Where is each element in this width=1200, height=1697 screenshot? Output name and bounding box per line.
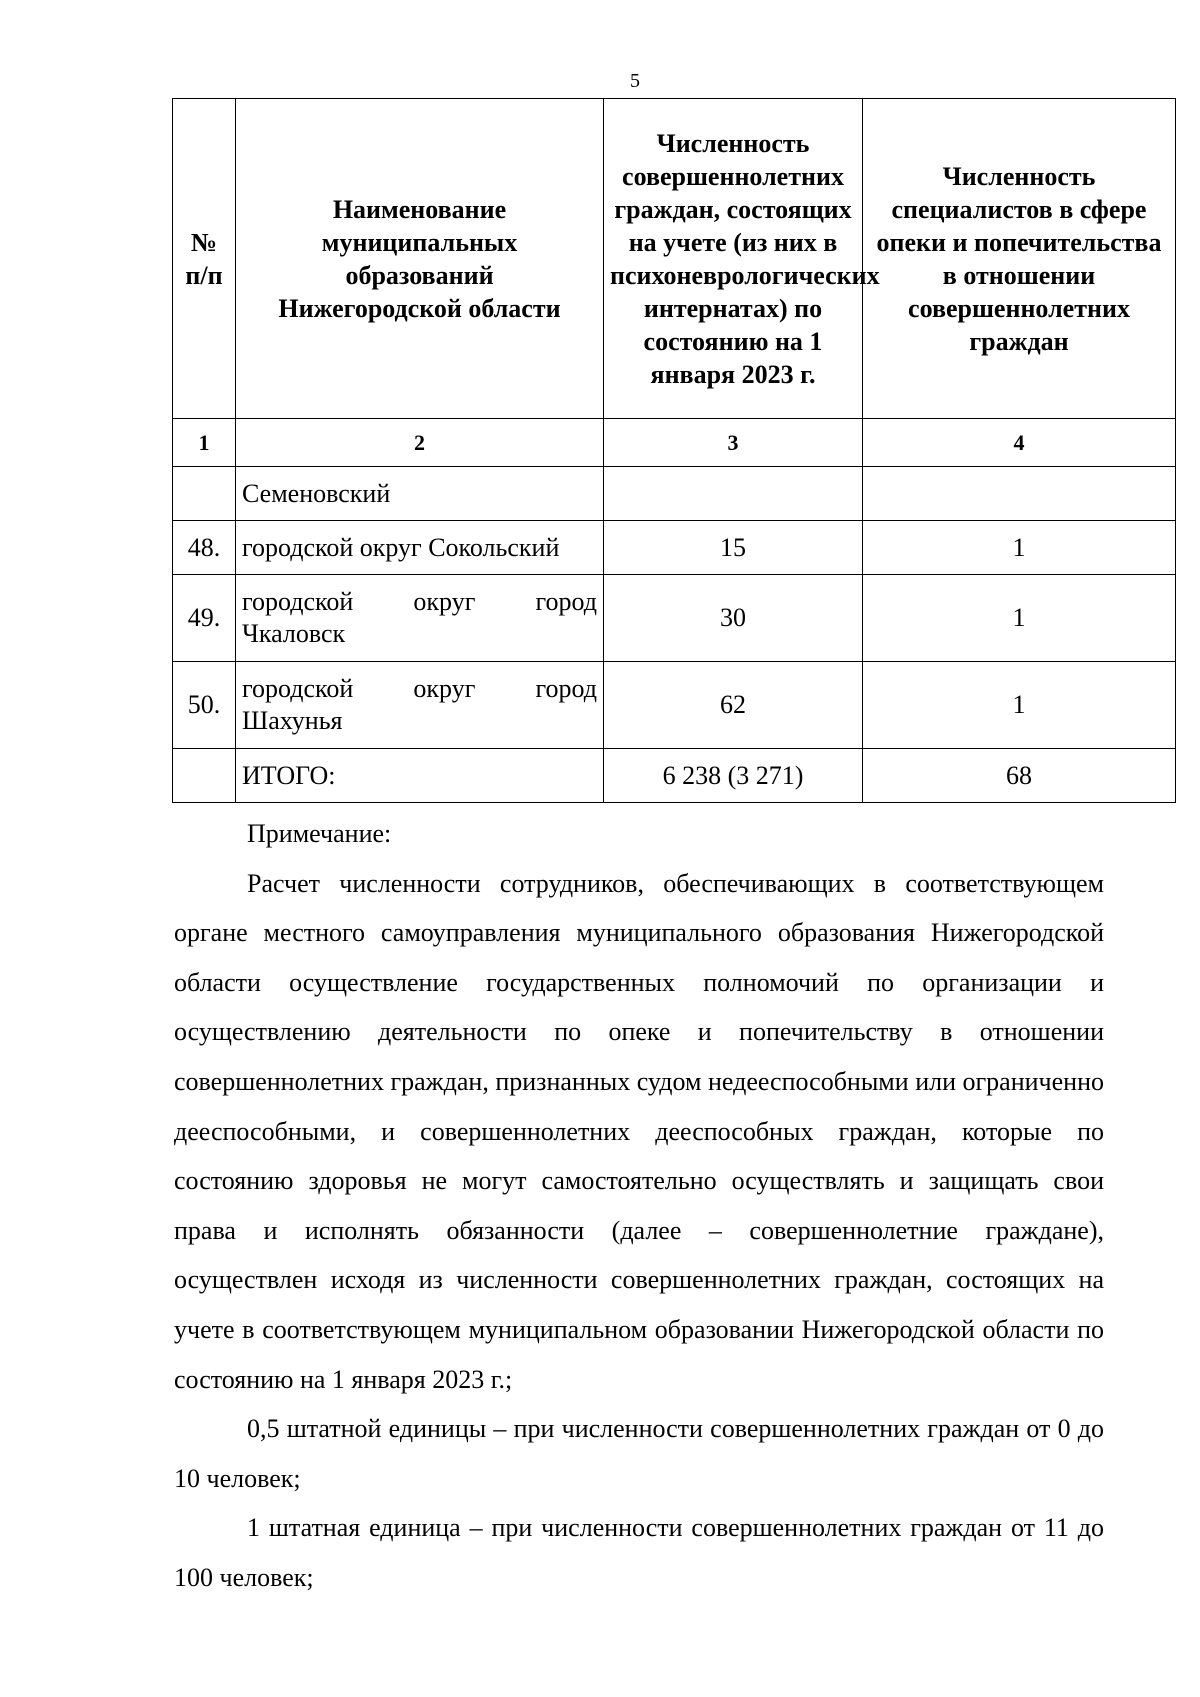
table-row [173, 521, 1176, 575]
note-section [174, 809, 1104, 1603]
table-row [173, 575, 1176, 662]
row-number: 48. [173, 521, 236, 575]
total-label: ИТОГО: [236, 749, 604, 803]
column-number: 4 [863, 419, 1176, 467]
citizens-count: 30 [604, 575, 863, 662]
specialists-count: 1 [863, 521, 1176, 575]
specialists-count: 1 [863, 662, 1176, 749]
municipality-name-line: городской округ город [242, 674, 597, 703]
municipality-name-line: Чкаловск [242, 619, 346, 648]
municipality-name [236, 662, 604, 749]
column-number: 2 [236, 419, 604, 467]
note-paragraph: Расчет численности сотрудников, обеспечивающих в соответствующем органе местного самоуправления муниципального образования Нижегородской области осуществление государственных полномочий по организации и осуществлению деятельности по опеке и попечительству в отношении совершеннолетних граждан, признанных судом недееспособными или ограниченно дееспособными, и совершеннолетних дееспособных граждан, которые по состоянию здоровья не могут самостоятельно осуществлять и защищать свои права и исполнять обязанности (далее – совершеннолетние граждане), осуществлен исходя из численности совершеннолетних граждан, состоящих на учете в соответствующем муниципальном образовании Нижегородской области по состоянию на 1 января 2023 г.; [174, 868, 1104, 1394]
total-row [173, 749, 1176, 803]
municipality-name-line: Шахунья [242, 706, 343, 735]
page-number: 5 [630, 70, 640, 92]
specialists-count [863, 467, 1176, 521]
table-row [173, 467, 1176, 521]
specialists-count: 1 [863, 575, 1176, 662]
municipality-name-line: городской округ город [242, 587, 597, 616]
data-table [172, 98, 1176, 803]
municipality-name: Семеновский [236, 467, 604, 521]
citizens-count: 15 [604, 521, 863, 575]
column-number: 3 [604, 419, 863, 467]
header-citizens-count: Численность совершеннолетних граждан, состоящих на учете (из них в психоневрологических интернатах) по состоянию на 1 января 2023 г. [604, 99, 863, 419]
row-number: 50. [173, 662, 236, 749]
citizens-count: 62 [604, 662, 863, 749]
table-row [173, 662, 1176, 749]
header-row [173, 99, 1176, 419]
header-municipality: Наименование муниципальных образований Нижегородской области [236, 99, 604, 419]
total-citizens: 6 238 (3 271) [604, 749, 863, 803]
note-paragraph: 1 штатная единица – при численности совершеннолетних граждан от 11 до 100 человек; [174, 1513, 1104, 1592]
row-number: 49. [173, 575, 236, 662]
municipality-name [236, 575, 604, 662]
column-numbering-row [173, 419, 1176, 467]
note-title: Примечание: [247, 819, 392, 848]
header-number: № п/п [173, 99, 236, 419]
citizens-count [604, 467, 863, 521]
total-specialists: 68 [863, 749, 1176, 803]
header-specialists-count: Численность специалистов в сфере опеки и попечительства в отношении совершеннолетних граждан [863, 99, 1176, 419]
note-paragraph: 0,5 штатной единицы – при численности совершеннолетних граждан от 0 до 10 человек; [174, 1414, 1104, 1493]
column-number: 1 [173, 419, 236, 467]
row-number [173, 749, 236, 803]
municipality-name: городской округ Сокольский [236, 521, 604, 575]
row-number [173, 467, 236, 521]
